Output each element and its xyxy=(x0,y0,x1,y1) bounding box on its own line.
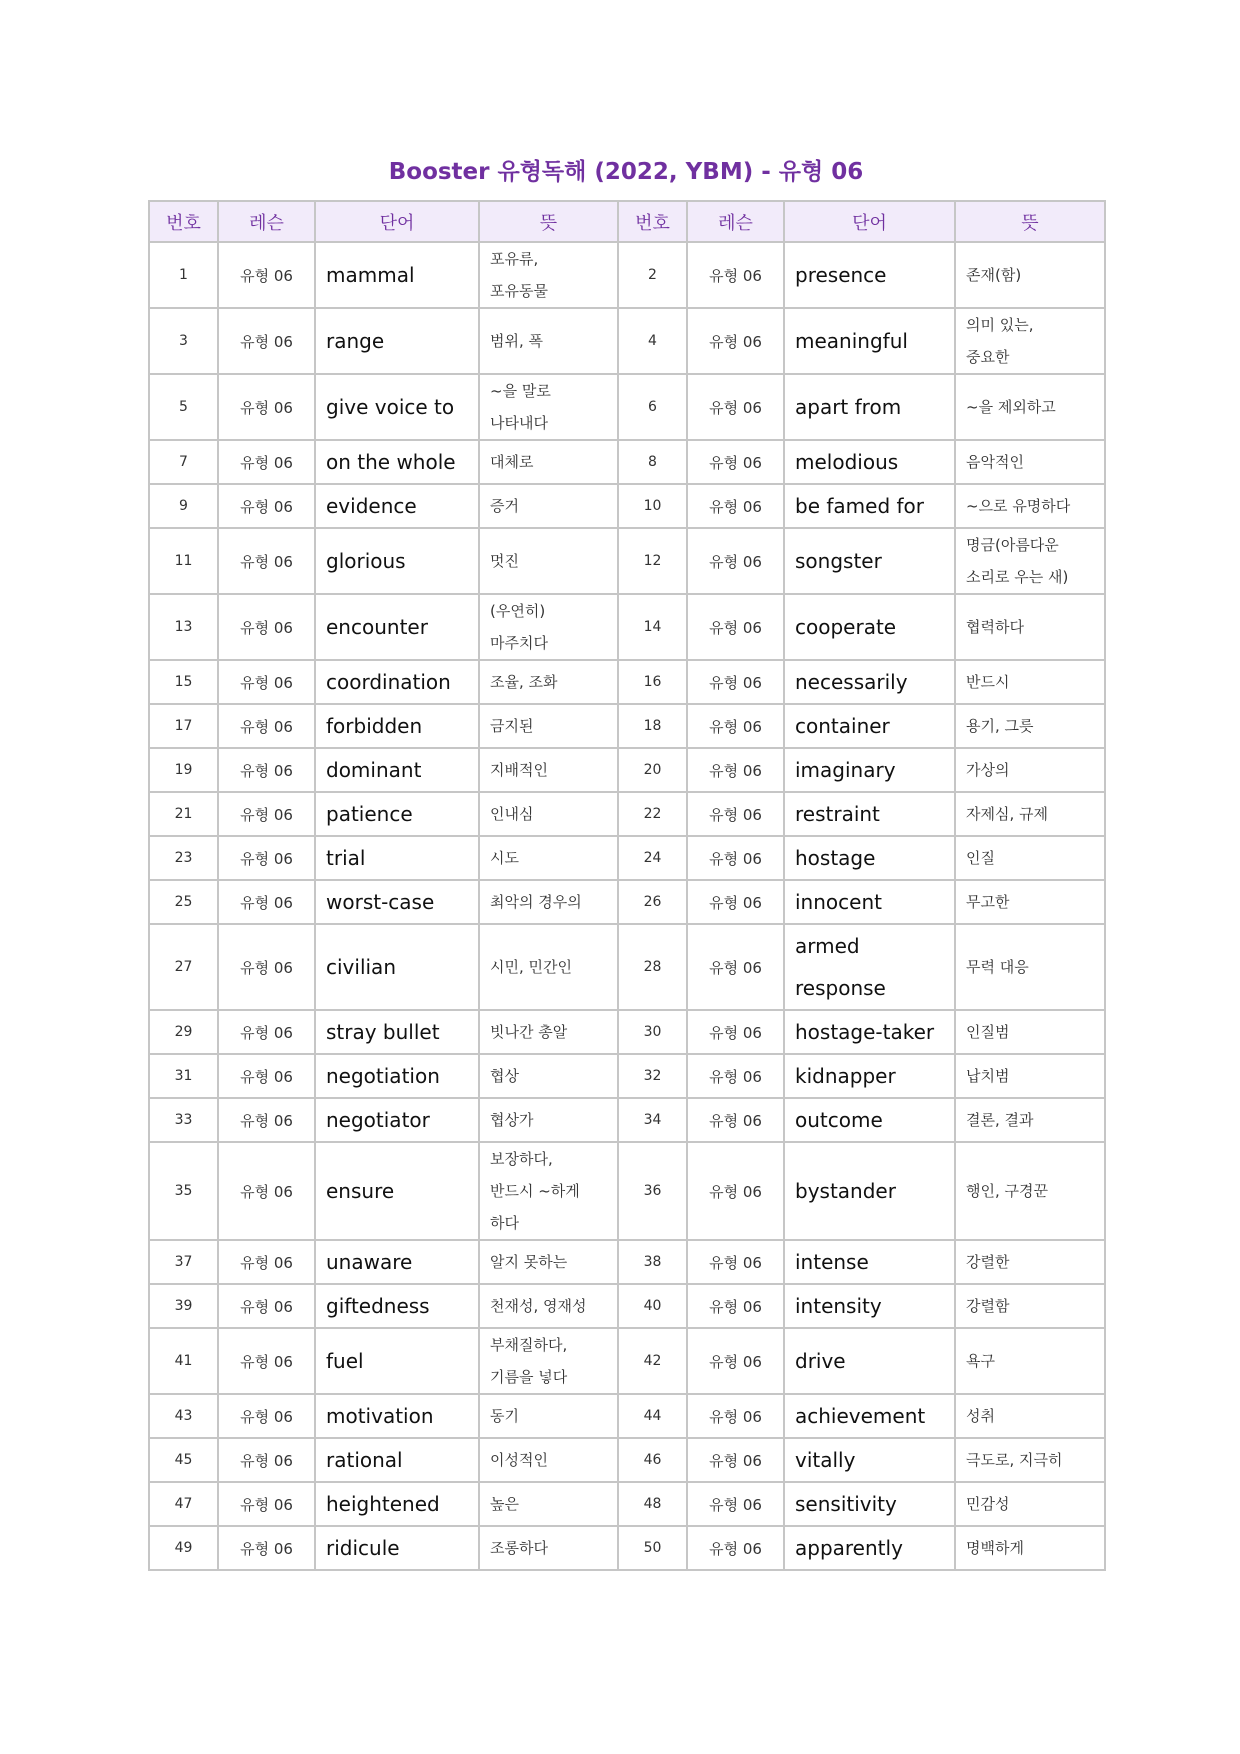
table-row xyxy=(149,484,1105,528)
word-number: 50 xyxy=(618,1526,687,1570)
vocab-word: apparently xyxy=(784,1526,955,1570)
vocab-word: mammal xyxy=(315,242,479,308)
word-meaning: 성취 xyxy=(955,1394,1105,1438)
word-meaning: 존재(함) xyxy=(955,242,1105,308)
lesson-label: 유형 06 xyxy=(687,792,784,836)
word-number: 40 xyxy=(618,1284,687,1328)
lesson-label: 유형 06 xyxy=(687,1526,784,1570)
word-number: 33 xyxy=(149,1098,218,1142)
word-meaning: 강렬함 xyxy=(955,1284,1105,1328)
word-meaning: 보장하다, 반드시 ~하게 하다 xyxy=(479,1142,618,1240)
vocab-word: fuel xyxy=(315,1328,479,1394)
lesson-label: 유형 06 xyxy=(687,1482,784,1526)
word-meaning: 멋진 xyxy=(479,528,618,594)
vocab-word: give voice to xyxy=(315,374,479,440)
word-number: 38 xyxy=(618,1240,687,1284)
word-number: 18 xyxy=(618,704,687,748)
table-body xyxy=(149,242,1105,1570)
word-meaning: 행인, 구경꾼 xyxy=(955,1142,1105,1240)
table-row xyxy=(149,924,1105,1010)
word-meaning: 강렬한 xyxy=(955,1240,1105,1284)
table-row xyxy=(149,594,1105,660)
lesson-label: 유형 06 xyxy=(218,528,315,594)
word-number: 36 xyxy=(618,1142,687,1240)
table-header-row xyxy=(149,201,1105,242)
word-number: 30 xyxy=(618,1010,687,1054)
word-number: 20 xyxy=(618,748,687,792)
word-meaning: 이성적인 xyxy=(479,1438,618,1482)
table-row xyxy=(149,748,1105,792)
vocab-word: armed response xyxy=(784,924,955,1010)
word-meaning: (우연히) 마주치다 xyxy=(479,594,618,660)
word-meaning: ~을 제외하고 xyxy=(955,374,1105,440)
lesson-label: 유형 06 xyxy=(687,440,784,484)
header-lesson: 레슨 xyxy=(218,201,315,242)
word-meaning: 협력하다 xyxy=(955,594,1105,660)
word-meaning: 극도로, 지극히 xyxy=(955,1438,1105,1482)
word-number: 41 xyxy=(149,1328,218,1394)
page-title: Booster 유형독해 (2022, YBM) - 유형 06 xyxy=(388,159,864,185)
lesson-label: 유형 06 xyxy=(218,924,315,1010)
lesson-label: 유형 06 xyxy=(687,374,784,440)
lesson-label: 유형 06 xyxy=(218,484,315,528)
word-meaning: 반드시 xyxy=(955,660,1105,704)
word-meaning: 협상가 xyxy=(479,1098,618,1142)
lesson-label: 유형 06 xyxy=(687,1010,784,1054)
header-word: 단어 xyxy=(315,201,479,242)
word-meaning: 무력 대응 xyxy=(955,924,1105,1010)
table-row xyxy=(149,1438,1105,1482)
lesson-label: 유형 06 xyxy=(218,440,315,484)
lesson-label: 유형 06 xyxy=(687,1054,784,1098)
lesson-label: 유형 06 xyxy=(218,660,315,704)
word-number: 31 xyxy=(149,1054,218,1098)
word-meaning: 민감성 xyxy=(955,1482,1105,1526)
word-meaning: 천재성, 영재성 xyxy=(479,1284,618,1328)
vocab-word: glorious xyxy=(315,528,479,594)
vocab-word: container xyxy=(784,704,955,748)
lesson-label: 유형 06 xyxy=(687,1284,784,1328)
lesson-label: 유형 06 xyxy=(218,1284,315,1328)
vocab-word: imaginary xyxy=(784,748,955,792)
word-number: 45 xyxy=(149,1438,218,1482)
lesson-label: 유형 06 xyxy=(687,484,784,528)
lesson-label: 유형 06 xyxy=(687,1098,784,1142)
table-row xyxy=(149,1526,1105,1570)
vocab-word: giftedness xyxy=(315,1284,479,1328)
word-meaning: 조롱하다 xyxy=(479,1526,618,1570)
word-number: 16 xyxy=(618,660,687,704)
lesson-label: 유형 06 xyxy=(218,1010,315,1054)
vocab-word: stray bullet xyxy=(315,1010,479,1054)
vocab-word: ridicule xyxy=(315,1526,479,1570)
table-row xyxy=(149,1284,1105,1328)
lesson-label: 유형 06 xyxy=(218,374,315,440)
word-number: 37 xyxy=(149,1240,218,1284)
word-number: 46 xyxy=(618,1438,687,1482)
word-number: 14 xyxy=(618,594,687,660)
word-meaning: 지배적인 xyxy=(479,748,618,792)
lesson-label: 유형 06 xyxy=(218,748,315,792)
word-meaning: 음악적인 xyxy=(955,440,1105,484)
word-meaning: 증거 xyxy=(479,484,618,528)
lesson-label: 유형 06 xyxy=(218,880,315,924)
vocab-word: hostage-taker xyxy=(784,1010,955,1054)
vocab-word: intense xyxy=(784,1240,955,1284)
word-meaning: 시도 xyxy=(479,836,618,880)
lesson-label: 유형 06 xyxy=(218,594,315,660)
word-meaning: 인질 xyxy=(955,836,1105,880)
word-meaning: 동기 xyxy=(479,1394,618,1438)
word-number: 23 xyxy=(149,836,218,880)
lesson-label: 유형 06 xyxy=(687,1328,784,1394)
vocab-word: melodious xyxy=(784,440,955,484)
table-row xyxy=(149,1142,1105,1240)
word-number: 2 xyxy=(618,242,687,308)
word-meaning: 무고한 xyxy=(955,880,1105,924)
word-meaning: 범위, 폭 xyxy=(479,308,618,374)
word-number: 28 xyxy=(618,924,687,1010)
word-meaning: 포유류, 포유동물 xyxy=(479,242,618,308)
word-meaning: 시민, 민간인 xyxy=(479,924,618,1010)
vocab-word: negotiator xyxy=(315,1098,479,1142)
vocab-word: negotiation xyxy=(315,1054,479,1098)
header-number: 번호 xyxy=(149,201,218,242)
word-meaning: 납치범 xyxy=(955,1054,1105,1098)
word-number: 42 xyxy=(618,1328,687,1394)
word-meaning: 협상 xyxy=(479,1054,618,1098)
word-meaning: 결론, 결과 xyxy=(955,1098,1105,1142)
word-number: 21 xyxy=(149,792,218,836)
word-meaning: 빗나간 총알 xyxy=(479,1010,618,1054)
table-row xyxy=(149,1394,1105,1438)
lesson-label: 유형 06 xyxy=(218,1438,315,1482)
vocab-word: achievement xyxy=(784,1394,955,1438)
lesson-label: 유형 06 xyxy=(687,528,784,594)
word-number: 15 xyxy=(149,660,218,704)
word-meaning: 욕구 xyxy=(955,1328,1105,1394)
word-number: 3 xyxy=(149,308,218,374)
vocab-word: trial xyxy=(315,836,479,880)
word-number: 27 xyxy=(149,924,218,1010)
lesson-label: 유형 06 xyxy=(687,880,784,924)
word-number: 8 xyxy=(618,440,687,484)
vocab-word: encounter xyxy=(315,594,479,660)
vocab-word: necessarily xyxy=(784,660,955,704)
word-number: 12 xyxy=(618,528,687,594)
vocab-word: vitally xyxy=(784,1438,955,1482)
table-row xyxy=(149,242,1105,308)
word-meaning: 의미 있는, 중요한 xyxy=(955,308,1105,374)
word-number: 9 xyxy=(149,484,218,528)
word-number: 43 xyxy=(149,1394,218,1438)
vocab-word: outcome xyxy=(784,1098,955,1142)
word-number: 25 xyxy=(149,880,218,924)
word-number: 26 xyxy=(618,880,687,924)
word-number: 44 xyxy=(618,1394,687,1438)
vocab-word: worst-case xyxy=(315,880,479,924)
vocab-word: heightened xyxy=(315,1482,479,1526)
lesson-label: 유형 06 xyxy=(687,704,784,748)
table-row xyxy=(149,1098,1105,1142)
word-meaning: 자제심, 규제 xyxy=(955,792,1105,836)
word-number: 39 xyxy=(149,1284,218,1328)
vocab-word: range xyxy=(315,308,479,374)
vocab-word: presence xyxy=(784,242,955,308)
lesson-label: 유형 06 xyxy=(687,748,784,792)
word-meaning: 금지된 xyxy=(479,704,618,748)
vocab-word: cooperate xyxy=(784,594,955,660)
word-meaning: 명백하게 xyxy=(955,1526,1105,1570)
vocab-word: civilian xyxy=(315,924,479,1010)
vocab-word: unaware xyxy=(315,1240,479,1284)
table-row xyxy=(149,1240,1105,1284)
vocab-word: coordination xyxy=(315,660,479,704)
word-meaning: 인질범 xyxy=(955,1010,1105,1054)
lesson-label: 유형 06 xyxy=(218,1054,315,1098)
word-number: 22 xyxy=(618,792,687,836)
lesson-label: 유형 06 xyxy=(218,242,315,308)
lesson-label: 유형 06 xyxy=(218,1526,315,1570)
word-number: 5 xyxy=(149,374,218,440)
word-number: 19 xyxy=(149,748,218,792)
header-number: 번호 xyxy=(618,201,687,242)
lesson-label: 유형 06 xyxy=(687,660,784,704)
word-number: 48 xyxy=(618,1482,687,1526)
table-row xyxy=(149,880,1105,924)
word-number: 13 xyxy=(149,594,218,660)
table-row xyxy=(149,374,1105,440)
vocab-word: bystander xyxy=(784,1142,955,1240)
table-row xyxy=(149,440,1105,484)
table-row xyxy=(149,704,1105,748)
lesson-label: 유형 06 xyxy=(218,1240,315,1284)
word-meaning: 인내심 xyxy=(479,792,618,836)
vocab-word: kidnapper xyxy=(784,1054,955,1098)
vocab-word: patience xyxy=(315,792,479,836)
word-number: 24 xyxy=(618,836,687,880)
lesson-label: 유형 06 xyxy=(687,924,784,1010)
word-meaning: 알지 못하는 xyxy=(479,1240,618,1284)
lesson-label: 유형 06 xyxy=(687,594,784,660)
vocab-word: apart from xyxy=(784,374,955,440)
vocab-word: meaningful xyxy=(784,308,955,374)
word-number: 29 xyxy=(149,1010,218,1054)
word-number: 6 xyxy=(618,374,687,440)
word-number: 7 xyxy=(149,440,218,484)
vocab-word: on the whole xyxy=(315,440,479,484)
table-row xyxy=(149,528,1105,594)
header-word: 단어 xyxy=(784,201,955,242)
vocab-word: ensure xyxy=(315,1142,479,1240)
vocab-word: innocent xyxy=(784,880,955,924)
lesson-label: 유형 06 xyxy=(687,242,784,308)
word-number: 35 xyxy=(149,1142,218,1240)
lesson-label: 유형 06 xyxy=(687,1438,784,1482)
table-row xyxy=(149,308,1105,374)
lesson-label: 유형 06 xyxy=(687,836,784,880)
lesson-label: 유형 06 xyxy=(687,1394,784,1438)
word-number: 17 xyxy=(149,704,218,748)
header-lesson: 레슨 xyxy=(687,201,784,242)
vocabulary-table xyxy=(148,200,1106,1571)
vocab-word: be famed for xyxy=(784,484,955,528)
table-row xyxy=(149,1054,1105,1098)
header-meaning: 뜻 xyxy=(955,201,1105,242)
vocab-word: songster xyxy=(784,528,955,594)
header-meaning: 뜻 xyxy=(479,201,618,242)
word-number: 4 xyxy=(618,308,687,374)
word-meaning: 대체로 xyxy=(479,440,618,484)
lesson-label: 유형 06 xyxy=(687,308,784,374)
word-meaning: 높은 xyxy=(479,1482,618,1526)
lesson-label: 유형 06 xyxy=(687,1240,784,1284)
lesson-label: 유형 06 xyxy=(687,1142,784,1240)
lesson-label: 유형 06 xyxy=(218,1482,315,1526)
vocab-word: dominant xyxy=(315,748,479,792)
table-row xyxy=(149,836,1105,880)
word-number: 1 xyxy=(149,242,218,308)
word-meaning: 부채질하다, 기름을 넣다 xyxy=(479,1328,618,1394)
vocab-word: rational xyxy=(315,1438,479,1482)
vocab-word: drive xyxy=(784,1328,955,1394)
lesson-label: 유형 06 xyxy=(218,1142,315,1240)
lesson-label: 유형 06 xyxy=(218,1098,315,1142)
word-number: 10 xyxy=(618,484,687,528)
table-row xyxy=(149,1328,1105,1394)
word-meaning: ~을 말로 나타내다 xyxy=(479,374,618,440)
vocab-word: restraint xyxy=(784,792,955,836)
table-row xyxy=(149,792,1105,836)
table-row xyxy=(149,1010,1105,1054)
vocab-word: intensity xyxy=(784,1284,955,1328)
word-meaning: 명금(아름다운 소리로 우는 새) xyxy=(955,528,1105,594)
word-number: 32 xyxy=(618,1054,687,1098)
word-number: 34 xyxy=(618,1098,687,1142)
vocab-word: evidence xyxy=(315,484,479,528)
lesson-label: 유형 06 xyxy=(218,836,315,880)
lesson-label: 유형 06 xyxy=(218,308,315,374)
vocab-word: motivation xyxy=(315,1394,479,1438)
lesson-label: 유형 06 xyxy=(218,1394,315,1438)
word-number: 47 xyxy=(149,1482,218,1526)
word-meaning: 최악의 경우의 xyxy=(479,880,618,924)
vocab-word: forbidden xyxy=(315,704,479,748)
lesson-label: 유형 06 xyxy=(218,1328,315,1394)
word-meaning: 조율, 조화 xyxy=(479,660,618,704)
word-number: 49 xyxy=(149,1526,218,1570)
word-meaning: ~으로 유명하다 xyxy=(955,484,1105,528)
table-row xyxy=(149,1482,1105,1526)
lesson-label: 유형 06 xyxy=(218,792,315,836)
vocab-word: sensitivity xyxy=(784,1482,955,1526)
table-row xyxy=(149,660,1105,704)
word-meaning: 가상의 xyxy=(955,748,1105,792)
word-number: 11 xyxy=(149,528,218,594)
vocab-word: hostage xyxy=(784,836,955,880)
word-meaning: 용기, 그릇 xyxy=(955,704,1105,748)
lesson-label: 유형 06 xyxy=(218,704,315,748)
